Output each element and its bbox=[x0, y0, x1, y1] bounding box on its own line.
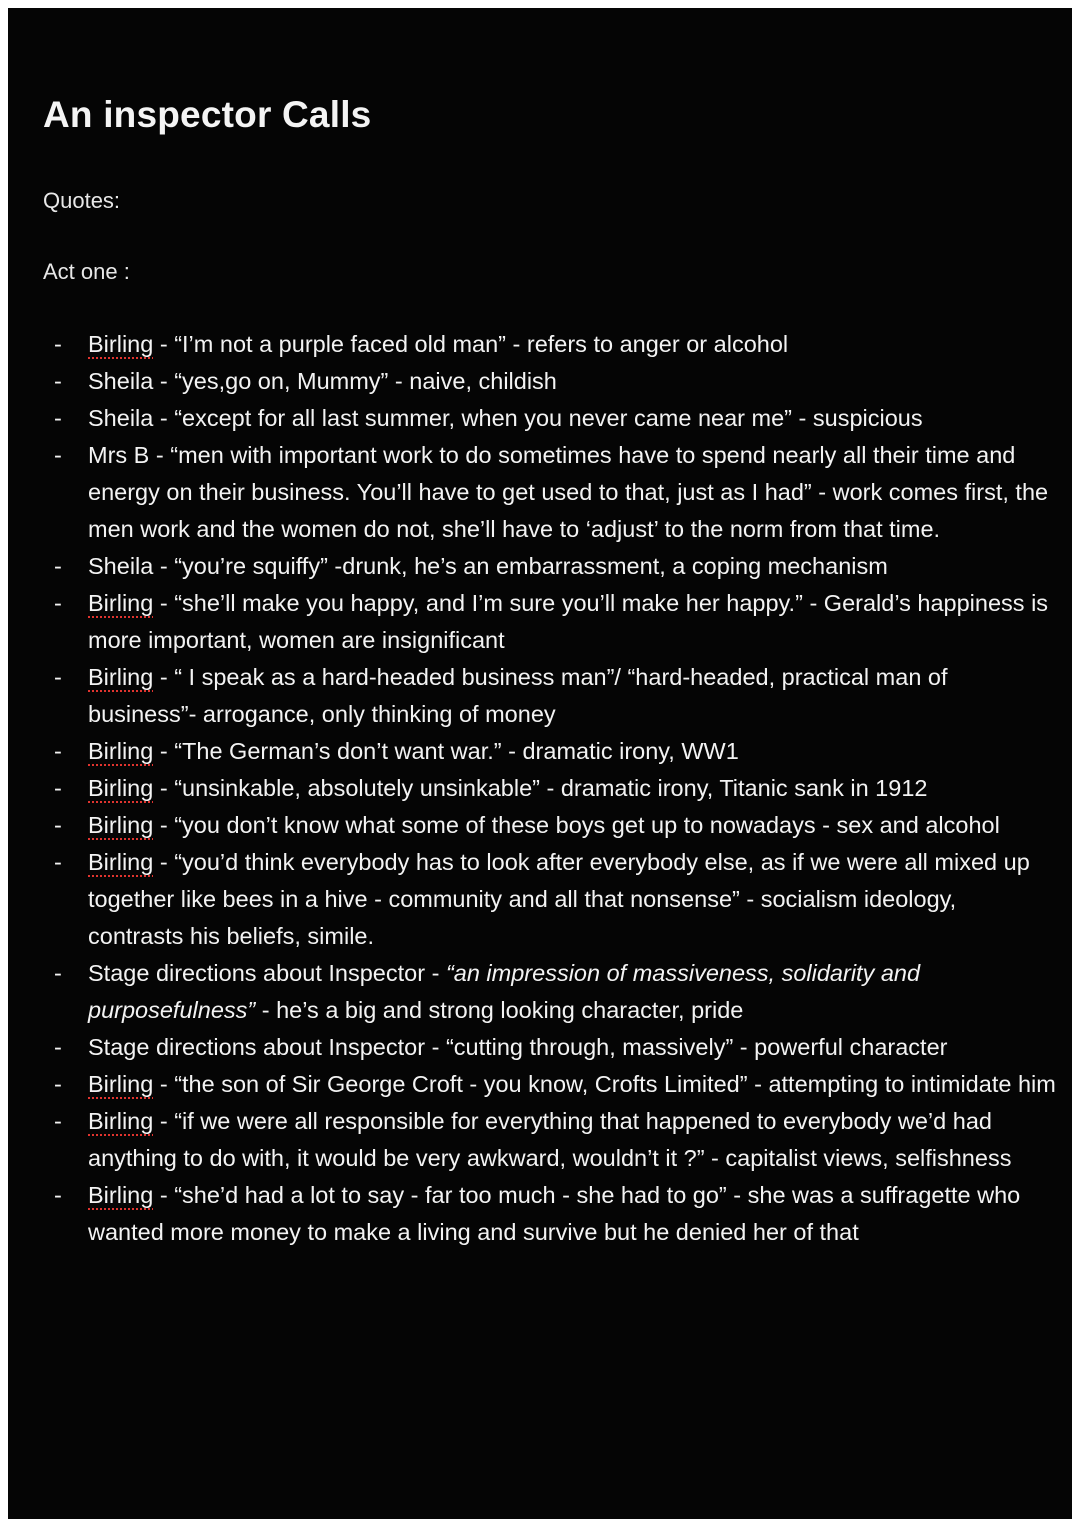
quote-item bbox=[48, 400, 1058, 437]
quote-text: “you don’t know what some of these boys get up to nowadays - sex and alcohol bbox=[174, 812, 1000, 838]
quote-speaker: Stage directions about Inspector bbox=[88, 1034, 426, 1060]
quote-speaker: Birling bbox=[88, 664, 154, 690]
quote-speaker: Birling bbox=[88, 775, 154, 801]
bullet-dash: - bbox=[54, 1071, 62, 1097]
quote-list bbox=[48, 326, 1058, 1251]
quote-text: - he’s a big and strong looking character, pride bbox=[255, 997, 744, 1023]
quote-item bbox=[48, 326, 1058, 363]
quote-text: “you’re squiffy” -drunk, he’s an embarrassment, a coping mechanism bbox=[174, 553, 888, 579]
quote-separator: - bbox=[425, 960, 446, 986]
quote-item bbox=[48, 548, 1058, 585]
bullet-dash: - bbox=[54, 775, 62, 801]
quote-item bbox=[48, 733, 1058, 770]
quote-speaker: Sheila bbox=[88, 553, 154, 579]
quote-text: “if we were all responsible for everything that happened to everybody we’d had anything to do with, it would be very awkward, wouldn’t it ?” - capitalist views, selfishness bbox=[88, 1108, 1012, 1171]
quote-speaker: Birling bbox=[88, 590, 154, 616]
quote-item bbox=[48, 955, 1058, 1029]
quote-speaker: Mrs B bbox=[88, 442, 150, 468]
quote-separator: - bbox=[425, 1034, 446, 1060]
quote-text: “men with important work to do sometimes have to spend nearly all their time and energy on their business. You’ll have to get used to that, just as I had” - work comes first, the men work and the women do not, she’ll have to ‘adjust’ to the norm from that time. bbox=[88, 442, 1049, 542]
quote-separator: - bbox=[153, 1182, 175, 1208]
bullet-dash: - bbox=[54, 1108, 62, 1134]
document-page bbox=[8, 8, 1072, 1519]
quote-text: “yes,go on, Mummy” - naive, childish bbox=[174, 368, 557, 394]
quote-item bbox=[48, 807, 1058, 844]
bullet-dash: - bbox=[54, 368, 62, 394]
quote-item bbox=[48, 1066, 1058, 1103]
quote-item bbox=[48, 1029, 1058, 1066]
quote-text: “except for all last summer, when you never came near me” - suspicious bbox=[174, 405, 923, 431]
quote-item bbox=[48, 437, 1058, 548]
quote-item bbox=[48, 363, 1058, 400]
quote-separator: - bbox=[153, 775, 175, 801]
bullet-dash: - bbox=[54, 442, 62, 468]
act-label: Act one : bbox=[43, 259, 130, 284]
quote-text: “unsinkable, absolutely unsinkable” - dramatic irony, Titanic sank in 1912 bbox=[174, 775, 928, 801]
quote-separator: - bbox=[153, 1108, 175, 1134]
quote-speaker: Birling bbox=[88, 1182, 154, 1208]
quote-speaker: Birling bbox=[88, 1071, 154, 1097]
bullet-dash: - bbox=[54, 590, 62, 616]
quote-text: “you’d think everybody has to look after everybody else, as if we were all mixed up together like bees in a hive - community and all that nonsense” - socialism ideology, contrasts his beliefs, simile. bbox=[88, 849, 1030, 949]
page-title: An inspector Calls bbox=[43, 94, 372, 135]
quote-separator: - bbox=[153, 738, 175, 764]
quote-speaker: Stage directions about Inspector bbox=[88, 960, 426, 986]
quote-speaker: Birling bbox=[88, 849, 154, 875]
bullet-dash: - bbox=[54, 1182, 62, 1208]
quote-separator: - bbox=[153, 590, 175, 616]
bullet-dash: - bbox=[54, 1034, 62, 1060]
bullet-dash: - bbox=[54, 405, 62, 431]
quote-separator: - bbox=[153, 1071, 175, 1097]
bullet-dash: - bbox=[54, 960, 62, 986]
quote-text: “the son of Sir George Croft - you know, Crofts Limited” - attempting to intimidate him bbox=[174, 1071, 1056, 1097]
quote-text: “The German’s don’t want war.” - dramatic irony, WW1 bbox=[174, 738, 739, 764]
quote-item bbox=[48, 585, 1058, 659]
quote-item bbox=[48, 659, 1058, 733]
quote-separator: - bbox=[153, 331, 175, 357]
bullet-dash: - bbox=[54, 553, 62, 579]
quote-separator: - bbox=[153, 812, 175, 838]
quote-text: “she’d had a lot to say - far too much - she had to go” - she was a suffragette who wanted more money to make a living and survive but he denied her of that bbox=[88, 1182, 1021, 1245]
quote-italic-text: “an impression of massiveness, solidarity and purposefulness” bbox=[88, 960, 921, 1023]
quote-separator: - bbox=[153, 664, 175, 690]
quote-separator: - bbox=[153, 849, 175, 875]
bullet-dash: - bbox=[54, 812, 62, 838]
quote-item bbox=[48, 844, 1058, 955]
quote-separator: - bbox=[149, 442, 171, 468]
quote-speaker: Birling bbox=[88, 1108, 154, 1134]
quote-speaker: Birling bbox=[88, 812, 154, 838]
quote-separator: - bbox=[153, 405, 175, 431]
quote-speaker: Birling bbox=[88, 738, 154, 764]
bullet-dash: - bbox=[54, 331, 62, 357]
quote-speaker: Sheila bbox=[88, 405, 154, 431]
quote-text: “she’ll make you happy, and I’m sure you’ll make her happy.” - Gerald’s happiness is more important, women are insignificant bbox=[88, 590, 1049, 653]
quote-item bbox=[48, 770, 1058, 807]
bullet-dash: - bbox=[54, 849, 62, 875]
quote-text: “I’m not a purple faced old man” - refers to anger or alcohol bbox=[174, 331, 789, 357]
bullet-dash: - bbox=[54, 738, 62, 764]
quote-speaker: Birling bbox=[88, 331, 154, 357]
quotes-label: Quotes: bbox=[43, 188, 121, 213]
quote-item bbox=[48, 1103, 1058, 1177]
quote-text: “ I speak as a hard-headed business man”/ “hard-headed, practical man of business”- arrogance, only thinking of money bbox=[88, 664, 948, 727]
quote-item bbox=[48, 1177, 1058, 1251]
quote-text: “cutting through, massively” - powerful character bbox=[445, 1034, 948, 1060]
quote-speaker: Sheila bbox=[88, 368, 154, 394]
bullet-dash: - bbox=[54, 664, 62, 690]
quote-separator: - bbox=[153, 553, 175, 579]
quote-separator: - bbox=[153, 368, 175, 394]
